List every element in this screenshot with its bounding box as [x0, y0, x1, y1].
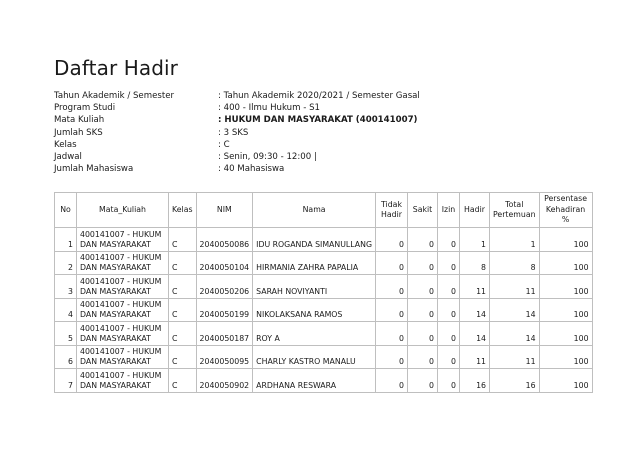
cell-sakit: 0: [408, 345, 438, 369]
page-title: Daftar Hadir: [54, 56, 178, 80]
info-row: [54, 90, 420, 102]
cell-hadir: 11: [460, 345, 490, 369]
cell-hadir: 14: [460, 298, 490, 322]
cell-sakit: 0: [408, 275, 438, 299]
mata-kuliah-line: DAN MASYARAKAT: [80, 263, 151, 272]
cell-persentase: 100: [539, 369, 592, 393]
mata-kuliah-line: 400141007 - HUKUM: [80, 323, 162, 333]
header-nim: NIM: [196, 193, 253, 228]
cell-no: 7: [55, 369, 77, 393]
info-value: : 40 Mahasiswa: [218, 164, 285, 175]
cell-tidak-hadir: 0: [376, 228, 408, 252]
info-label: Kelas: [54, 139, 77, 150]
cell-nama: HIRMANIA ZAHRA PAPALIA: [253, 251, 376, 275]
cell-nama: CHARLY KASTRO MANALU: [253, 345, 376, 369]
cell-total-pertemuan: 16: [490, 369, 540, 393]
info-row: [54, 163, 420, 175]
cell-nim: 2040050086: [196, 228, 253, 252]
cell-persentase: 100: [539, 322, 592, 346]
cell-sakit: 0: [408, 322, 438, 346]
cell-no: 1: [55, 228, 77, 252]
header-hadir: Hadir: [460, 193, 490, 228]
table-row: [55, 369, 593, 393]
mata-kuliah-line: DAN MASYARAKAT: [80, 333, 151, 343]
cell-nim: 2040050095: [196, 345, 253, 369]
cell-mata-kuliah: [77, 322, 169, 346]
cell-kelas: C: [169, 228, 197, 252]
info-label: Program Studi: [54, 103, 116, 114]
cell-kelas: C: [169, 369, 197, 393]
header-sakit: Sakit: [408, 193, 438, 228]
info-label: Tahun Akademik / Semester: [54, 91, 175, 101]
info-label: Jadwal: [54, 151, 82, 162]
mata-kuliah-line: DAN MASYARAKAT: [80, 310, 151, 319]
cell-persentase: 100: [539, 275, 592, 299]
mata-kuliah-line: 400141007 - HUKUM: [80, 347, 162, 356]
header-izin: Izin: [438, 193, 460, 228]
mata-kuliah-line: 400141007 - HUKUM: [80, 253, 162, 262]
cell-izin: 0: [438, 322, 460, 346]
table-header-row: [55, 193, 593, 228]
cell-no: 6: [55, 345, 77, 369]
cell-kelas: C: [169, 251, 197, 275]
cell-izin: 0: [438, 369, 460, 393]
cell-nim: 2040050104: [196, 251, 253, 275]
mata-kuliah-line: 400141007 - HUKUM: [80, 276, 162, 286]
info-row: [54, 102, 420, 114]
cell-nama: NIKOLAKSANA RAMOS: [253, 298, 376, 322]
cell-persentase: 100: [539, 228, 592, 252]
cell-mata-kuliah: [77, 298, 169, 322]
mata-kuliah-line: DAN MASYARAKAT: [80, 286, 151, 296]
mata-kuliah-line: 400141007 - HUKUM: [80, 300, 162, 309]
mata-kuliah-line: 400141007 - HUKUM: [80, 370, 162, 380]
cell-izin: 0: [438, 298, 460, 322]
cell-nim: 2040050206: [196, 275, 253, 299]
cell-kelas: C: [169, 322, 197, 346]
cell-nim: 2040050902: [196, 369, 253, 393]
info-value: : Senin, 09:30 - 12:00 |: [218, 151, 317, 162]
cell-izin: 0: [438, 251, 460, 275]
mata-kuliah-line: DAN MASYARAKAT: [80, 239, 151, 249]
cell-persentase: 100: [539, 251, 592, 275]
cell-sakit: 0: [408, 298, 438, 322]
table-row: [55, 275, 593, 299]
cell-hadir: 16: [460, 369, 490, 393]
table-row: [55, 345, 593, 369]
cell-tidak-hadir: 0: [376, 251, 408, 275]
cell-nama: IDU ROGANDA SIMANULLANG: [253, 228, 376, 252]
cell-total-pertemuan: 8: [490, 251, 540, 275]
info-label: Jumlah Mahasiswa: [54, 164, 134, 175]
cell-no: 4: [55, 298, 77, 322]
cell-tidak-hadir: 0: [376, 275, 408, 299]
cell-kelas: C: [169, 298, 197, 322]
header-tidak-hadir: Tidak Hadir: [376, 193, 408, 228]
cell-nim: 2040050187: [196, 322, 253, 346]
table-row: [55, 322, 593, 346]
info-label: Jumlah SKS: [54, 127, 103, 138]
table-row: [55, 298, 593, 322]
cell-total-pertemuan: 11: [490, 275, 540, 299]
info-label: Mata Kuliah: [54, 115, 105, 126]
header-nama: Nama: [253, 193, 376, 228]
cell-kelas: C: [169, 275, 197, 299]
info-value: : 3 SKS: [218, 127, 249, 138]
cell-total-pertemuan: 14: [490, 322, 540, 346]
cell-izin: 0: [438, 345, 460, 369]
cell-nama: SARAH NOVIYANTI: [253, 275, 376, 299]
info-value: : C: [218, 139, 230, 150]
cell-nama: ROY A: [253, 322, 376, 346]
cell-nama: ARDHANA RESWARA: [253, 369, 376, 393]
cell-sakit: 0: [408, 369, 438, 393]
header-total-pertemuan: Total Pertemuan: [490, 193, 540, 228]
header-persentase: Persentase Kehadiran %: [539, 193, 592, 228]
cell-izin: 0: [438, 228, 460, 252]
cell-tidak-hadir: 0: [376, 369, 408, 393]
cell-no: 2: [55, 251, 77, 275]
info-value: : 400 - Ilmu Hukum - S1: [218, 103, 320, 114]
info-value: : Tahun Akademik 2020/2021 / Semester Gasal: [218, 91, 420, 101]
cell-tidak-hadir: 0: [376, 322, 408, 346]
cell-total-pertemuan: 11: [490, 345, 540, 369]
cell-mata-kuliah: [77, 228, 169, 252]
info-row: [54, 127, 420, 139]
mata-kuliah-line: DAN MASYARAKAT: [80, 380, 151, 390]
header-no: No: [55, 193, 77, 228]
mata-kuliah-line: DAN MASYARAKAT: [80, 357, 151, 366]
cell-mata-kuliah: [77, 345, 169, 369]
cell-hadir: 1: [460, 228, 490, 252]
cell-kelas: C: [169, 345, 197, 369]
attendance-table: [54, 192, 593, 393]
cell-no: 5: [55, 322, 77, 346]
mata-kuliah-line: 400141007 - HUKUM: [80, 229, 162, 239]
header-mata-kuliah: Mata_Kuliah: [77, 193, 169, 228]
table-row: [55, 251, 593, 275]
course-info: [54, 90, 420, 175]
cell-nim: 2040050199: [196, 298, 253, 322]
cell-mata-kuliah: [77, 275, 169, 299]
cell-mata-kuliah: [77, 369, 169, 393]
cell-sakit: 0: [408, 251, 438, 275]
table-row: [55, 228, 593, 252]
cell-hadir: 8: [460, 251, 490, 275]
info-row: [54, 151, 420, 163]
cell-hadir: 14: [460, 322, 490, 346]
cell-no: 3: [55, 275, 77, 299]
cell-persentase: 100: [539, 298, 592, 322]
cell-tidak-hadir: 0: [376, 345, 408, 369]
cell-sakit: 0: [408, 228, 438, 252]
info-row: [54, 114, 420, 126]
cell-hadir: 11: [460, 275, 490, 299]
cell-izin: 0: [438, 275, 460, 299]
info-row: [54, 139, 420, 151]
cell-mata-kuliah: [77, 251, 169, 275]
header-kelas: Kelas: [169, 193, 197, 228]
cell-total-pertemuan: 14: [490, 298, 540, 322]
cell-persentase: 100: [539, 345, 592, 369]
info-value: : HUKUM DAN MASYARAKAT (400141007): [218, 115, 418, 126]
cell-tidak-hadir: 0: [376, 298, 408, 322]
cell-total-pertemuan: 1: [490, 228, 540, 252]
